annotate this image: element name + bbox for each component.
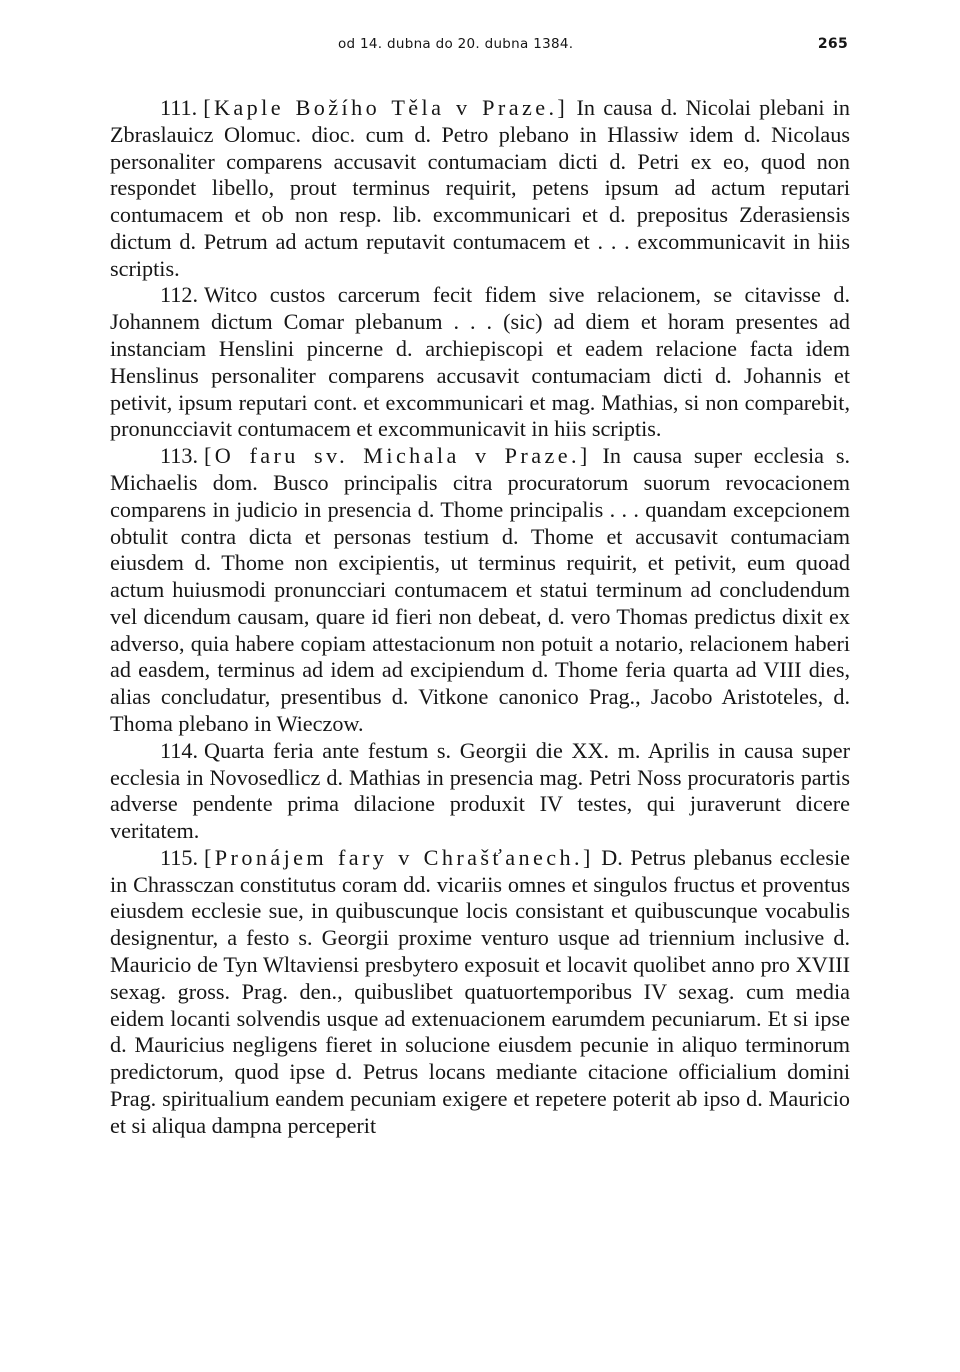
entry-text: Quarta feria ante festum s. Georgii die XX. m. Aprilis in causa super ecclesia in Novosedlicz d. Mathias in presencia mag. Petri Noss procuratoris partis adverse pendente prima dilacione produxit IV testes, qui juraverunt dicere veritatem. [110,737,850,844]
entry-paragraph [110,845,850,1140]
running-title: od 14. dubna do 20. dubna 1384. [338,36,574,52]
entry-paragraph [110,443,850,738]
page-header [110,34,850,60]
entry-number: 113. [160,443,199,469]
entry-title: [O faru sv. Michala v Praze.] [204,443,591,469]
entry-number: 111. [160,95,198,120]
document-page [110,34,850,1139]
entry-paragraph [110,282,850,443]
body-text [110,95,850,1139]
entry-number: 114. [160,737,199,763]
entry-number: 112. [160,282,199,308]
entry-title: [Kaple Božího Těla v Praze.] [203,95,569,120]
entry-title: [Pronájem fary v Chrašťanech.] [204,844,594,870]
entry-number: 115. [160,844,199,870]
entry-text: In causa d. Nicolai plebani in Zbraslauicz Olomuc. dioc. cum d. Petro plebano in Hlassiw idem d. Nicolaus personaliter comparens accusavit contumaciam dicti d. Petri ex eo, quod non respondet libello, prout terminus requirit, petens ipsum ad actum reputari contumacem et ob non resp. lib. excommunicari et d. prepositus Zderasiensis dictum d. Petrum ad actum reputavit contumacem et . . . excommunicavit in hiis scriptis. [110,95,850,281]
entry-paragraph [110,95,850,282]
page-number: 265 [817,36,848,52]
entry-paragraph [110,738,850,845]
entry-text: Witco custos carcerum fecit fidem sive relacionem, se citavisse d. Johannem dictum Comar plebanum . . . (sic) ad diem et horam presentes ad instanciam Henslini pincerne d. archiepiscopi et eadem relacione facta idem Henslinus personaliter comparens accusavit contumaciam dicti d. Johannis et petivit, ipsum reputari cont. et excommunicari et mag. Mathias, si non comparebit, pronuncciavit contumacem et excommunicavit in hiis scriptis. [110,282,850,442]
entry-text: D. Petrus plebanus ecclesie in Chrassczan constitutus coram dd. vicariis omnes et singulos fructus et proventus eiusdem ecclesie sue, in quibuscunque locis consistant et quibuscunque vocabulis designentur, a festo s. Georgii proxime venturo usque ad triennium inclusive d. Mauricio de Tyn Wltaviensi presbytero exposuit et locavit quolibet anno pro XVIII sexag. gross. Prag. den., quibuslibet quatuortemporibus IV sexag. cum media eidem locanti solvendis usque ad extenuacionem earumdem pecuniarum. Et si ipse d. Mauricius negligens fieret in solucione eiusdem pecunie in aliquo terminorum predictorum, quod ipse d. Petrus locans mediante citacione officialium domini Prag. spiritualium eandem pecuniam exigere et repetere poterit ab ipso d. Mauricio et si aliqua dampna perceperit [110,844,850,1138]
entry-text: In causa super ecclesia s. Michaelis dom. Busco principalis citra procuratorum suorum revocacionem comparens in judicio in presencia d. Thome principalis . . . quandam excepcionem obtulit contra dicta et personas testium d. Thome et accusavit contumaciam eiusdem d. Thome non excipientis, ut terminus requirit, et petivit, eum quoad actum huiusmodi pronuncciari contumacem et statui terminum ad concludendum vel dicendum causam, quare id fieri non debeat, d. vero Thomas predictus dixit ex adverso, quia habere copiam attestacionum non potuit a notario, relacionem haberi ad easdem, terminus ad idem ad excipiendum d. Thome feria quarta ad VIII dies, alias concludatur, presentibus d. Vitkone canonico Prag., Jacobo Aristoteles, d. Thoma plebano in Wieczow. [110,443,850,736]
